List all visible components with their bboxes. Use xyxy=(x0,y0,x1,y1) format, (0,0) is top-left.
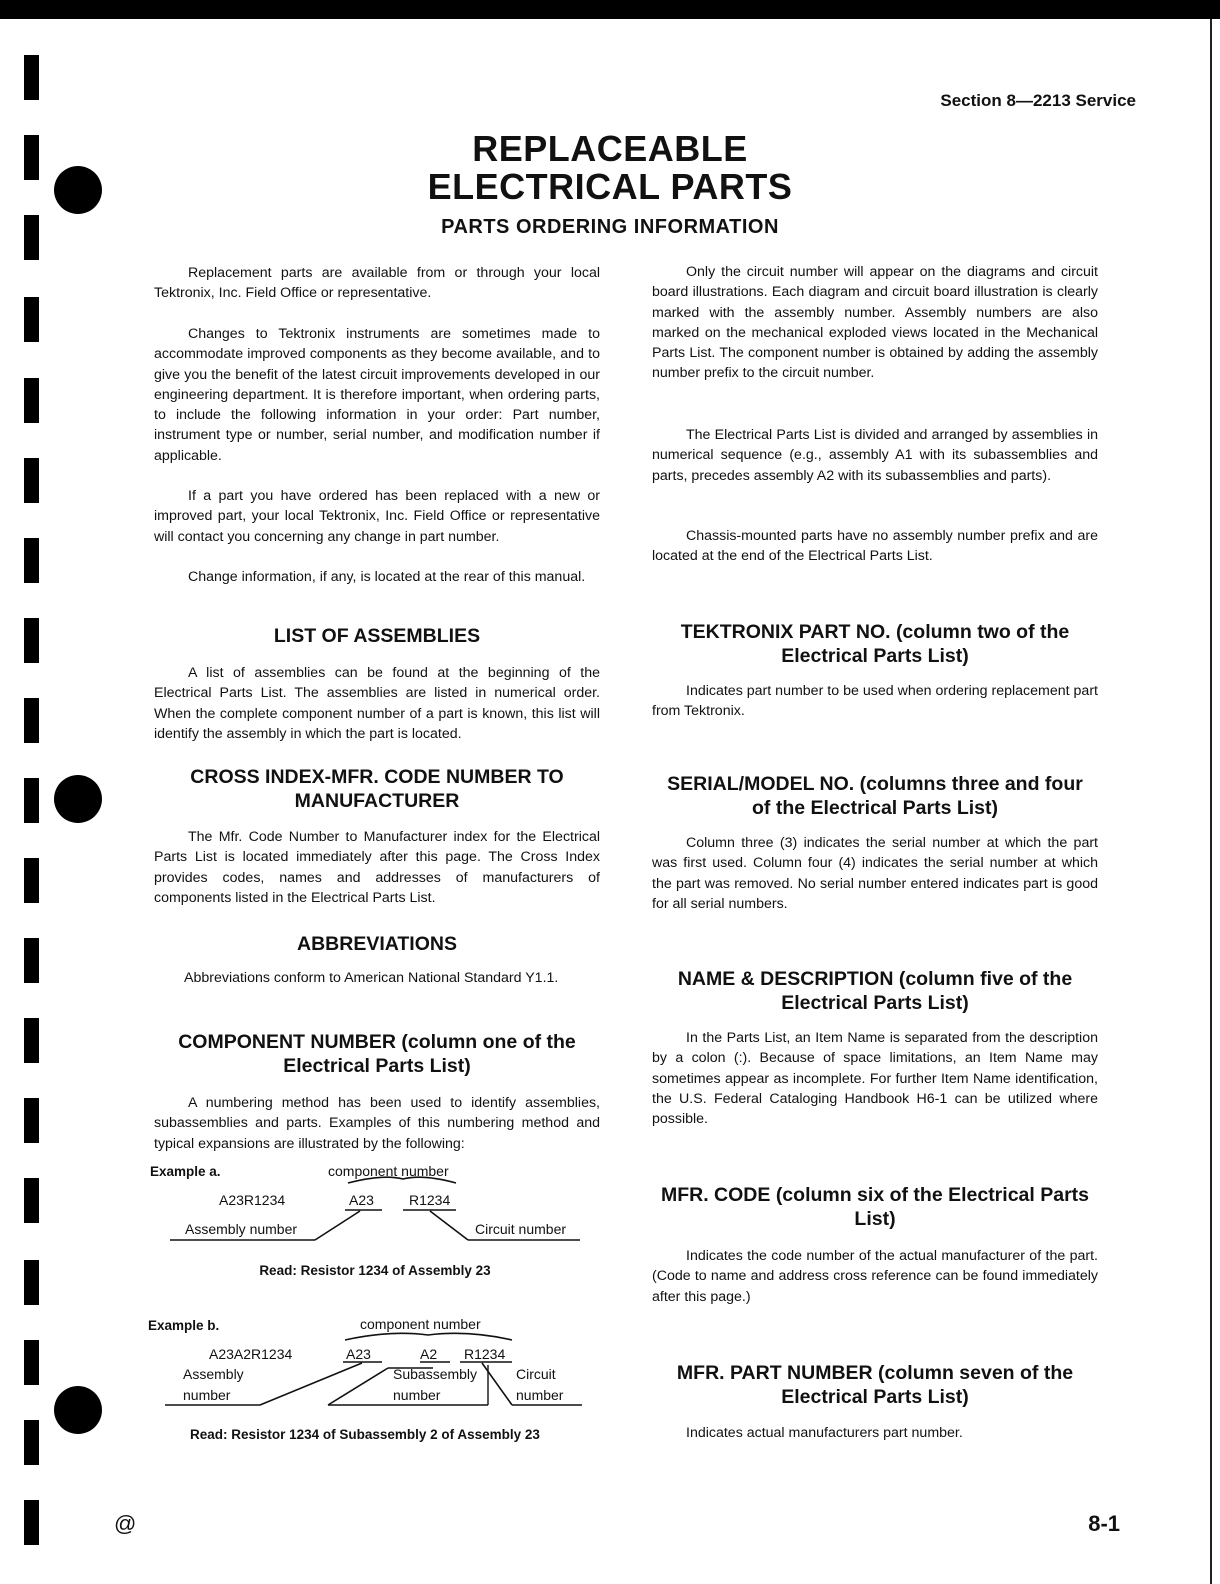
scan-top-border xyxy=(0,0,1220,19)
binder-mark xyxy=(24,1018,39,1063)
section-header: Section 8—2213 Service xyxy=(940,91,1136,110)
binder-mark xyxy=(24,378,39,423)
binder-mark xyxy=(24,1420,39,1465)
heading-component-number-line1: COMPONENT NUMBER (column one of the xyxy=(178,1031,576,1053)
binder-mark xyxy=(24,778,39,823)
example-b-pointer-left xyxy=(260,1363,362,1405)
example-b-diagram xyxy=(150,1310,600,1410)
example-a-label: Example a. xyxy=(150,1164,221,1179)
page-title-line2: ELECTRICAL PARTS xyxy=(427,166,793,207)
example-a-part2: R1234 xyxy=(409,1192,451,1208)
heading-component-number-line2: Electrical Parts List) xyxy=(283,1055,471,1077)
heading-cross-index-line2: MANUFACTURER xyxy=(294,790,460,812)
footer-revision-mark: @ xyxy=(114,1511,137,1536)
right-intro-paragraph-2: The Electrical Parts List is divided and arranged by assemblies in numerical sequence (e.g., assembly A1 with its subassemblies and parts, precedes assembly A2 with its subassemblies and parts). xyxy=(652,427,1098,484)
intro-paragraph-2: Changes to Tektronix instruments are sometimes made to accommodate improved components as they become available, and to give you the benefit of the latest circuit improvements developed in our engineering department. It is therefore important, when ordering parts, to include the following information in your order: Part number, instrument type or number, serial number, and modification number if applicable. xyxy=(154,326,600,464)
page-number: 8-1 xyxy=(1088,1511,1120,1536)
heading-abbreviations: ABBREVIATIONS xyxy=(297,933,457,955)
scan-right-edge xyxy=(1210,19,1212,1584)
abbreviations-paragraph: Abbreviations conform to American National Standard Y1.1. xyxy=(184,970,559,986)
heading-mfr-part-line2: Electrical Parts List) xyxy=(781,1386,969,1408)
heading-mfr-code-line2: List) xyxy=(854,1208,896,1230)
heading-serial-model-line2: of the Electrical Parts List) xyxy=(752,797,998,819)
heading-mfr-code-line1: MFR. CODE (column six of the Electrical Parts xyxy=(660,1184,1089,1206)
binder-mark xyxy=(24,538,39,583)
binder-mark xyxy=(24,297,39,342)
binder-mark xyxy=(24,858,39,903)
example-a-component-number: component number xyxy=(328,1163,449,1179)
component-number-paragraph: A numbering method has been used to identify assemblies, subassemblies and parts. Examples of this numbering method and typical expansions are illustrated by the following: xyxy=(154,1095,600,1152)
example-a-pointer-right xyxy=(430,1211,468,1240)
intro-paragraph-1: Replacement parts are available from or through your local Tektronix, Inc. Field Office or representative. xyxy=(154,265,600,302)
cross-index-paragraph: The Mfr. Code Number to Manufacturer index for the Electrical Parts List is located immediately after this page. The Cross Index provides codes, names and addresses of manufacturers of components listed in the Electrical Parts List. xyxy=(154,829,600,906)
binder-hole xyxy=(54,166,102,214)
example-b-part1: A23 xyxy=(346,1346,371,1362)
intro-paragraph-4: Change information, if any, is located at the rear of this manual. xyxy=(188,569,586,585)
example-b-assembly: Assembly xyxy=(183,1366,244,1382)
example-b-label: Example b. xyxy=(148,1318,220,1333)
example-b-subassembly: Subassembly xyxy=(393,1366,478,1382)
binder-mark xyxy=(24,135,39,180)
heading-mfr-part-line1: MFR. PART NUMBER (column seven of the xyxy=(676,1362,1074,1384)
example-b-circuit: Circuit xyxy=(516,1366,556,1382)
binder-mark xyxy=(24,698,39,743)
example-b-part2: A2 xyxy=(420,1346,438,1362)
example-a-circuit-number: Circuit number xyxy=(475,1221,567,1237)
example-a-diagram xyxy=(150,1160,600,1250)
example-b-pointer-right xyxy=(482,1363,512,1405)
binder-mark xyxy=(24,458,39,503)
binder-hole xyxy=(54,1386,102,1434)
assemblies-paragraph: A list of assemblies can be found at the beginning of the Electrical Parts List. The assemblies are listed in numerical order. When the complete component number of a part is known, this list will identify the assembly in which the part is located. xyxy=(154,665,600,742)
heading-name-description-line1: NAME & DESCRIPTION (column five of the xyxy=(677,968,1073,990)
binder-mark xyxy=(24,1178,39,1223)
heading-serial-model-line1: SERIAL/MODEL NO. (columns three and four xyxy=(667,773,1083,795)
binder-mark xyxy=(24,618,39,663)
heading-tektronix-part-line1: TEKTRONIX PART NO. (column two of the xyxy=(680,621,1070,643)
example-a-read: Read: Resistor 1234 of Assembly 23 xyxy=(259,1263,491,1278)
binder-mark xyxy=(24,938,39,983)
binder-mark xyxy=(24,1098,39,1143)
binder-hole xyxy=(54,775,102,823)
right-intro-paragraph-1: Only the circuit number will appear on the diagrams and circuit board illustrations. Each diagram and circuit board illustration is clearly marked with the assembly number. Assembly numbers are also marked on the mechanical exploded views located in the Mechanical Parts List. The component number is obtained by adding the assembly number prefix to the circuit number. xyxy=(652,264,1098,382)
example-b-read: Read: Resistor 1234 of Subassembly 2 of Assembly 23 xyxy=(190,1427,540,1442)
example-b-circuit-number: number xyxy=(516,1387,564,1403)
example-b-brace xyxy=(345,1333,512,1340)
example-a-brace xyxy=(348,1177,456,1183)
heading-cross-index-line1: CROSS INDEX-MFR. CODE NUMBER TO xyxy=(190,766,564,788)
example-a-pointer-left xyxy=(315,1211,360,1240)
page-title-line1: REPLACEABLE xyxy=(472,128,748,169)
example-b-subassembly-number: number xyxy=(393,1387,441,1403)
binder-mark xyxy=(24,1500,39,1545)
binder-mark xyxy=(24,1260,39,1305)
example-a-part1: A23 xyxy=(349,1192,374,1208)
right-intro-paragraph-3: Chassis-mounted parts have no assembly number prefix and are located at the end of the Electrical Parts List. xyxy=(652,528,1098,565)
example-b-part3: R1234 xyxy=(464,1346,506,1362)
name-description-paragraph: In the Parts List, an Item Name is separated from the description by a colon (:). Because of space limitations, an Item Name may sometimes appear as incomplete. For further Item Name identification, the U.S. Federal Cataloging Handbook H6-1 can be utilized where possible. xyxy=(652,1030,1098,1128)
serial-model-paragraph: Column three (3) indicates the serial number at which the part was first used. Column four (4) indicates the serial number at which the part was removed. No serial number entered indicates part is good for all serial numbers. xyxy=(652,835,1098,912)
heading-list-of-assemblies: LIST OF ASSEMBLIES xyxy=(273,625,481,647)
mfr-part-paragraph: Indicates actual manufacturers part number. xyxy=(686,1425,963,1441)
heading-tektronix-part-line2: Electrical Parts List) xyxy=(781,645,969,667)
example-a-code: A23R1234 xyxy=(219,1192,286,1208)
binder-mark xyxy=(24,215,39,260)
intro-paragraph-3: If a part you have ordered has been replaced with a new or improved part, your local Tektronix, Inc. Field Office or representative will contact you concerning any change in part number. xyxy=(154,488,600,545)
example-b-code: A23A2R1234 xyxy=(209,1346,293,1362)
mfr-code-paragraph: Indicates the code number of the actual manufacturer of the part. (Code to name and address cross reference can be found immediately after this page.) xyxy=(652,1248,1098,1305)
example-b-assembly-number: number xyxy=(183,1387,231,1403)
binder-mark xyxy=(24,55,39,100)
binder-mark xyxy=(24,1340,39,1385)
example-a-assembly-number: Assembly number xyxy=(185,1221,298,1237)
tektronix-part-paragraph: Indicates part number to be used when ordering replacement part from Tektronix. xyxy=(652,683,1098,720)
heading-name-description-line2: Electrical Parts List) xyxy=(781,992,969,1014)
page-subtitle: PARTS ORDERING INFORMATION xyxy=(441,216,779,238)
example-b-component-number: component number xyxy=(360,1316,481,1332)
